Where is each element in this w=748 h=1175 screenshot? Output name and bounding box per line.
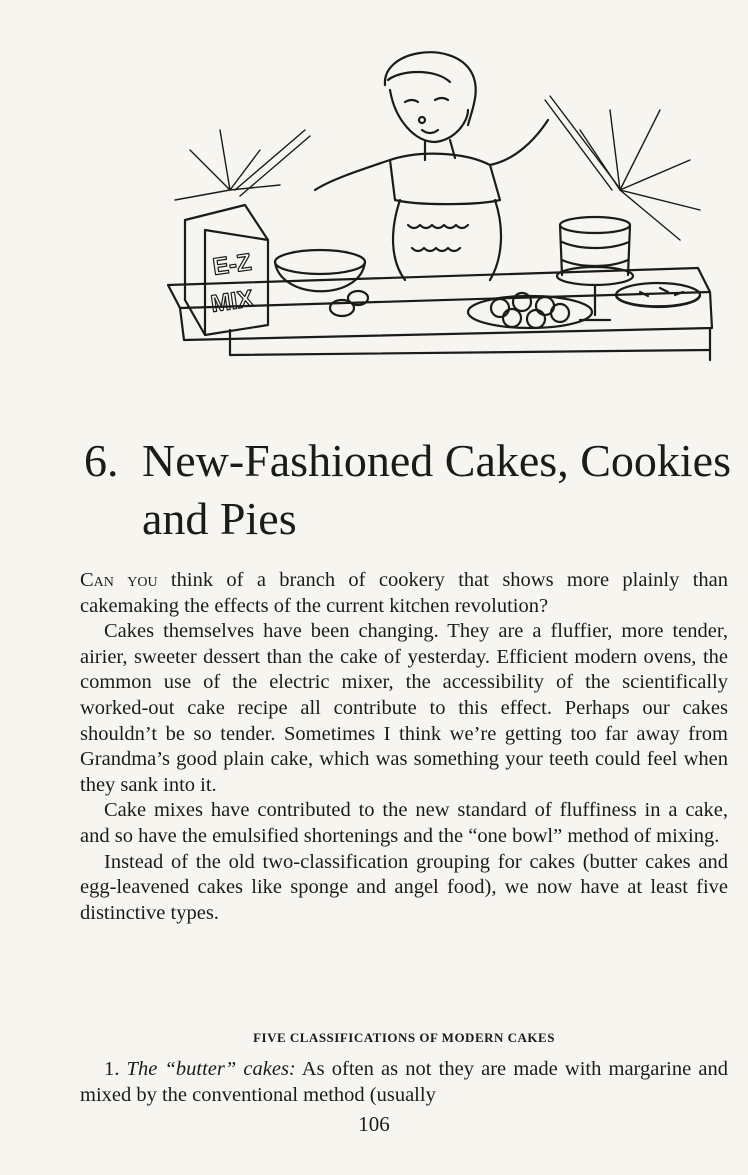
kitchen-illustration xyxy=(150,30,730,380)
list-item-1-term: The “butter” cakes: xyxy=(126,1058,296,1080)
classification-list xyxy=(80,1057,728,1108)
chapter-title xyxy=(84,432,744,548)
page-number: 106 xyxy=(358,1112,390,1136)
counter-drawing xyxy=(168,268,712,360)
paragraph-1 xyxy=(80,568,728,619)
chapter-number: 6. xyxy=(84,435,119,486)
list-item-1-number: 1. xyxy=(104,1058,120,1080)
box-label-line1: E-Z xyxy=(211,248,254,281)
list-item-1-text: As often as not they are made with margarine and mixed by the conventional method (usually xyxy=(80,1058,728,1106)
box-label-line2: MIX xyxy=(209,285,256,318)
chapter-title-line2: and Pies xyxy=(142,493,297,544)
section-heading: FIVE CLASSIFICATIONS OF MODERN CAKES xyxy=(253,1030,555,1045)
cake-mix-box xyxy=(185,205,268,335)
chapter-title-line1: New-Fashioned Cakes, Cookies xyxy=(142,435,731,486)
list-item-1 xyxy=(80,1057,728,1108)
paragraph-1-rest: think of a branch of cookery that shows more plainly than cakemaking the effects of the current kitchen revolution? xyxy=(80,569,728,617)
paragraph-2: Cakes themselves have been changing. They are a fluffier, more tender, airier, sweeter dessert than the cake of yesterday. Efficient modern ovens, the common use of the electric mixer, the accessibility of the scientifically worked-out cake recipe all contribute to this effect. Perhaps our cakes shouldn’t be so tender. Sometimes I think we’re getting too far away from Grandma’s good plain cake, which was something your teeth could feel when they sank into it. xyxy=(80,620,728,796)
paragraph-3: Cake mixes have contributed to the new standard of fluffiness in a cake, and so have the emulsified shortenings and the “one bowl” method of mixing. xyxy=(80,799,728,847)
mixing-bowl xyxy=(275,250,368,316)
layer-cake xyxy=(557,217,633,320)
chapter-body xyxy=(80,568,728,926)
woman-drawing xyxy=(315,52,548,280)
paragraph-4: Instead of the old two-classification grouping for cakes (butter cakes and egg-leavened cakes like sponge and angel food), we now have at least five distinctive types. xyxy=(80,850,728,924)
paragraph-1-lead: Can you xyxy=(80,569,158,591)
